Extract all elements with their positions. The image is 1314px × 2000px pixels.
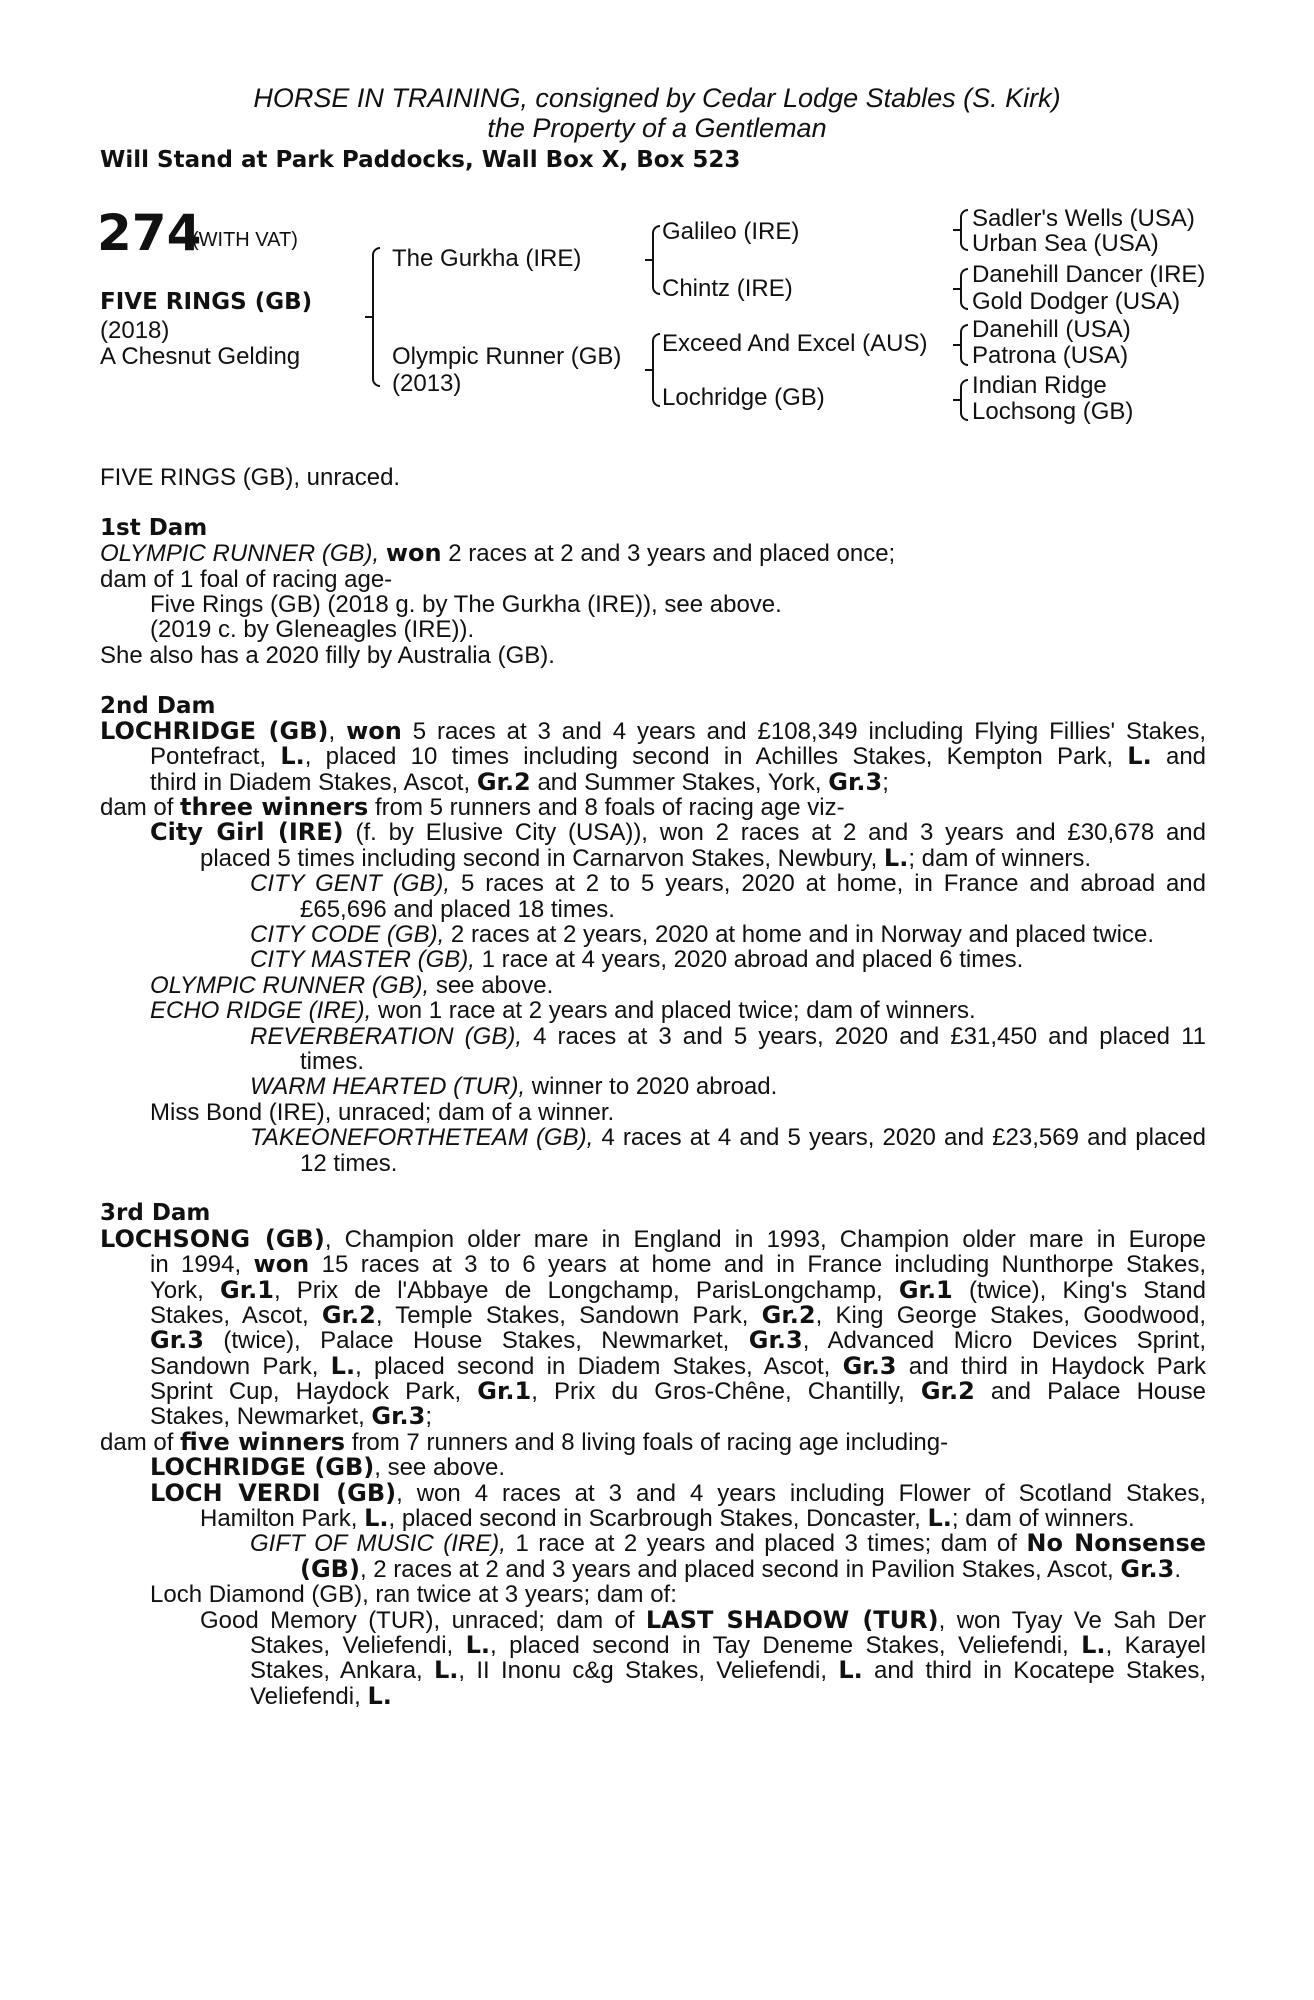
dam-year: (2013) xyxy=(392,370,462,397)
ggp-4: Gold Dodger (USA) xyxy=(972,288,1181,315)
good-memory-line-4: Veliefendi, L. xyxy=(250,1681,392,1710)
foaling-year: (2018) xyxy=(100,317,170,344)
second-dam-heading: 2nd Dam xyxy=(100,692,216,719)
ggp-5: Danehill (USA) xyxy=(972,316,1131,343)
third-dam-line-1: LOCHSONG (GB), Champion older mare in England in 1993, Champion older mare in Europe xyxy=(100,1224,1207,1253)
miss-bond-line: Miss Bond (IRE), unraced; dam of a winner. xyxy=(150,1098,615,1126)
gift-of-music-line-1: GIFT OF MUSIC (IRE), 1 race at 2 years and placed 3 times; dam of No Nonsense xyxy=(250,1529,1207,1558)
good-memory-line-2: Stakes, Veliefendi, L., placed second in Tay Deneme Stakes, Veliefendi, L., Karayel xyxy=(250,1630,1207,1659)
third-dam-line-2: in 1994, won 15 races at 3 to 6 years at home and in France including Nunthorpe Stakes, xyxy=(150,1250,1207,1279)
brace-ggp-4 xyxy=(960,379,968,421)
city-girl-line-1: City Girl (IRE) (f. by Elusive City (USA)), won 2 races at 2 and 3 years and £30,678 and xyxy=(150,818,1207,847)
brace-ggp-3 xyxy=(960,324,968,366)
first-dam-line: OLYMPIC RUNNER (GB), won 2 races at 2 and 3 years and placed once; xyxy=(100,539,896,568)
city-gent-line-2: £65,696 and placed 18 times. xyxy=(300,895,615,923)
warm-hearted-line: WARM HEARTED (TUR), winner to 2020 abroad. xyxy=(250,1073,778,1101)
ggp-7: Indian Ridge xyxy=(972,372,1107,399)
city-master-line: CITY MASTER (GB), 1 race at 4 years, 2020 abroad and placed 6 times. xyxy=(250,946,1024,974)
brace-dam-parents xyxy=(652,333,660,407)
catalogue-body xyxy=(100,465,1206,1709)
ggp-8: Lochsong (GB) xyxy=(972,398,1134,425)
dam: Olympic Runner (GB) xyxy=(392,343,622,370)
third-dam-line-5: Gr.3 (twice), Palace House Stakes, Newmarket, Gr.3, Advanced Micro Devices Sprint, xyxy=(150,1326,1207,1355)
third-dam-line-4: Stakes, Ascot, Gr.2, Temple Stakes, Sandown Park, Gr.2, King George Stakes, Goodwood, xyxy=(150,1300,1207,1329)
loch-diamond-line: Loch Diamond (GB), ran twice at 3 years; dam of: xyxy=(150,1581,677,1609)
intro-line: FIVE RINGS (GB), unraced. xyxy=(100,464,401,491)
second-dam-line-3: third in Diadem Stakes, Ascot, Gr.2 and Summer Stakes, York, Gr.3; xyxy=(150,767,889,796)
ggp-1: Sadler's Wells (USA) xyxy=(972,205,1195,232)
consignor-line: HORSE IN TRAINING, consigned by Cedar Lodge Stables (S. Kirk) xyxy=(253,83,1061,113)
stand-location: Will Stand at Park Paddocks, Wall Box X, Box 523 xyxy=(100,147,741,173)
sire-sire: Galileo (IRE) xyxy=(662,218,800,245)
echo-ridge-line: ECHO RIDGE (IRE), won 1 race at 2 years and placed twice; dam of winners. xyxy=(150,997,976,1025)
city-gent-line-1: CITY GENT (GB), 5 races at 2 to 5 years, 2020 at home, in France and abroad and xyxy=(250,870,1206,898)
produce-2: (2019 c. by Gleneagles (IRE)). xyxy=(150,616,475,644)
first-dam-heading: 1st Dam xyxy=(100,514,208,541)
first-dam-produce: dam of 1 foal of racing age- xyxy=(100,565,393,593)
vat-note: (WITH VAT) xyxy=(192,229,298,251)
reverberation-line-2: times. xyxy=(300,1047,365,1075)
third-dam-line-7: Sprint Cup, Haydock Park, Gr.1, Prix du Gros-Chêne, Chantilly, Gr.2 and Palace House xyxy=(150,1377,1206,1406)
reverberation-line-1: REVERBERATION (GB), 4 races at 3 and 5 years, 2020 and £31,450 and placed 11 xyxy=(250,1022,1206,1050)
ownership-line: the Property of a Gentleman xyxy=(487,113,827,143)
brace-ggp-1 xyxy=(960,209,968,251)
sire-dam: Chintz (IRE) xyxy=(662,275,793,302)
dam-sire: Exceed And Excel (AUS) xyxy=(662,330,928,357)
brace-ggp-2 xyxy=(960,268,968,310)
produce-1: Five Rings (GB) (2018 g. by The Gurkha (IRE)), see above. xyxy=(150,590,782,618)
city-girl-line-2: placed 5 times including second in Carnarvon Stakes, Newbury, L.; dam of winners. xyxy=(200,843,1092,872)
city-code-line: CITY CODE (GB), 2 races at 2 years, 2020 at home and in Norway and placed twice. xyxy=(250,921,1154,949)
ggp-2: Urban Sea (USA) xyxy=(972,230,1159,257)
lochridge-line: LOCHRIDGE (GB), see above. xyxy=(150,1453,506,1482)
second-dam-line-2: Pontefract, L., placed 10 times including second in Achilles Stakes, Kempton Park, L. and xyxy=(150,742,1207,771)
ggp-3: Danehill Dancer (IRE) xyxy=(972,261,1206,288)
second-dam-produce: dam of three winners from 5 runners and 8 foals of racing age viz- xyxy=(100,793,845,822)
horse-description: A Chesnut Gelding xyxy=(100,343,301,370)
sire: The Gurkha (IRE) xyxy=(392,245,582,272)
third-dam-line-8: Stakes, Newmarket, Gr.3; xyxy=(150,1402,433,1431)
good-memory-line-3: Stakes, Ankara, L., II Inonu c&g Stakes, Veliefendi, L. and third in Kocatepe Stakes, xyxy=(250,1656,1206,1685)
third-dam-produce: dam of five winners from 7 runners and 8 living foals of racing age including- xyxy=(100,1427,949,1456)
dam-dam: Lochridge (GB) xyxy=(662,384,825,411)
produce-note: She also has a 2020 filly by Australia (GB). xyxy=(100,641,555,669)
gift-of-music-line-2: (GB), 2 races at 2 and 3 years and placed second in Pavilion Stakes, Ascot, Gr.3. xyxy=(300,1554,1182,1583)
takeoneforttheteam-line-2: 12 times. xyxy=(300,1149,398,1177)
ggp-6: Patrona (USA) xyxy=(972,342,1129,369)
lot-number: 274 xyxy=(97,204,202,262)
brace-sire-dam xyxy=(372,247,380,387)
brace-sire-parents xyxy=(652,225,660,295)
good-memory-line-1: Good Memory (TUR), unraced; dam of LAST SHADOW (TUR), won Tyay Ve Sah Der xyxy=(200,1605,1206,1634)
horse-name: FIVE RINGS (GB) xyxy=(100,289,313,315)
olympic-runner-line: OLYMPIC RUNNER (GB), see above. xyxy=(150,971,554,999)
third-dam-heading: 3rd Dam xyxy=(100,1200,211,1227)
second-dam-line-1: LOCHRIDGE (GB), won 5 races at 3 and 4 years and £108,349 including Flying Fillies' Stakes, xyxy=(100,716,1206,745)
third-dam-line-3: York, Gr.1, Prix de l'Abbaye de Longchamp, ParisLongchamp, Gr.1 (twice), King's Stand xyxy=(150,1275,1206,1304)
loch-verdi-line-2: Hamilton Park, L., placed second in Scarbrough Stakes, Doncaster, L.; dam of winners. xyxy=(200,1504,1135,1533)
third-dam-line-6: Sandown Park, L., placed second in Diadem Stakes, Ascot, Gr.3 and third in Haydock Park xyxy=(150,1351,1207,1380)
takeoneforttheteam-line-1: TAKEONEFORTHETEAM (GB), 4 races at 4 and 5 years, 2020 and £23,569 and placed xyxy=(250,1124,1206,1152)
loch-verdi-line-1: LOCH VERDI (GB), won 4 races at 3 and 4 years including Flower of Scotland Stakes, xyxy=(150,1478,1206,1507)
